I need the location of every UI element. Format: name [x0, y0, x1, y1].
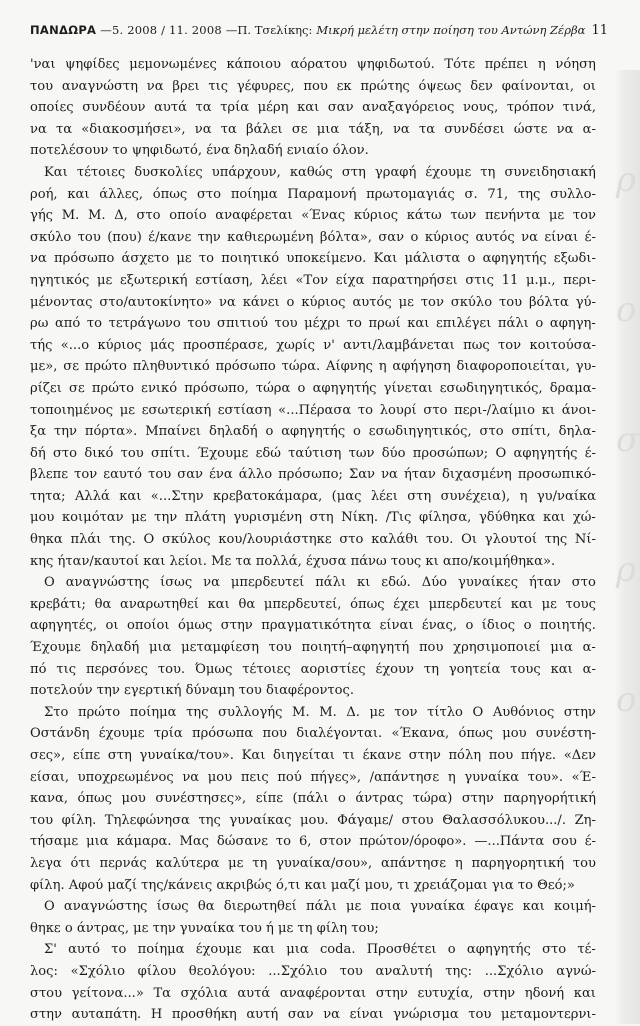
text-line: τοποιημένος με εσωτερική εστίαση «...Πέρασα το λουρί στο περι-/λαίμιο κι άνοι-: [30, 402, 596, 418]
text-line: μένοντας στο/αυτοκίνητο» να κάνει ο κύριος αυτός με τον σκύλο του βόλτα γύ-: [30, 294, 596, 310]
edge-glyph: ρ: [616, 550, 636, 590]
text-line: ξα την πόρτα». Μπαίνει δηλαδή ο αφηγητής ο εσωδιηγητικός, στο σπίτι, δηλα-: [30, 424, 596, 440]
journal-logo: [30, 23, 96, 37]
text-line: Έχουμε δηλαδή μια μεταμφίεση του ποιητή–αφηγητή που χρησιμοποιεί μια α-: [30, 640, 596, 656]
text-line: σες», είπε στη γυναίκα/του». Και διηγείται τι έκανε στην πόλη που πήγε. «Δεν: [30, 748, 596, 763]
text-line: στου γείτονα...» Τα σχόλια αυτά αναφέρονται στην ευτυχία, στην ηδονή και: [30, 985, 596, 1001]
running-header: [30, 20, 608, 40]
article-author: —Π. Τσελίκης:: [225, 23, 313, 37]
text-line: φίλη. Αφού μαζί της/κάνεις ακριβώς ό,τι και μαζί μου, τι χρειάζομαι για το Θεό;»: [30, 877, 575, 893]
text-line: με», σε πρώτο πληθυντικό πρόσωπο τώρα. Αίφνης η αφήγηση διαφοροποιείται, γυ-: [30, 359, 596, 375]
text-line: 'ναι ψηφίδες μεμονωμένες κάποιου αόρατου ψηφιδωτού. Τότε πρέπει η νόηση: [30, 57, 596, 72]
text-line: Ο αναγνώστης ίσως θα διερωτηθεί πάλι με ποια γυναίκα έφαγε και κοιμή-: [44, 899, 596, 915]
text-line: ρίζει σε πρώτο ενικό πρόσωπο, τώρα ο αφηγητής γίνεται εσωδιηγητικός, δραμα-: [30, 380, 596, 396]
text-line: στην αυταπάτη. Η προσθήκη αυτή σαν να είναι γνώρισμα του μεταμοντερνι-: [30, 1007, 596, 1023]
text-line: βλεπε τον εαυτό του σαν ένα άλλο πρόσωπο; Σαν να ήταν διχασμένη προσωπικό-: [30, 467, 596, 483]
issue-dates: —5. 2008 / 11. 2008: [100, 23, 222, 37]
text-line: ποτελέσουν το ψηφιδωτό, ένα δηλαδή ενιαίο όλον.: [30, 143, 369, 159]
article-title: Μικρή μελέτη στην ποίηση του Αντώνη Ζέρβα: [316, 23, 586, 37]
text-line: οποίες συνδέουν αυτά τα τρία μέρη και σαν αναξαγόρειος νους, τρόπον τινά,: [30, 100, 596, 116]
edge-glyph: ο: [616, 680, 637, 720]
adjacent-page-letters: [616, 160, 638, 720]
text-line: τητα; Αλλά και «...Στην κρεβατοκάμαρα, (μας λέει στη συνέχεια), η γυ/ναίκα: [30, 488, 596, 504]
text-line: ρω από το τετράγωνο του σπιτιού του μέχρι το πρωί και επιλέγει πάλι ο αφηγη-: [30, 316, 596, 332]
text-line: κης ήταν/καυτοί και λείοι. Με τα πολλά, έχυσα πάνω τους κι απο/κοιμήθηκα».: [30, 553, 556, 569]
text-line: κρεβάτι; θα αναρωτηθεί και θα μπερδευτεί, όπως έχει μπερδευτεί και με τους: [30, 596, 596, 612]
text-line: Και τέτοιες δυσκολίες υπάρχουν, καθώς στη γραφή έχουμε τη συνειδησιακή: [44, 164, 596, 180]
text-line: θηκε ο άντρας, με την γυναίκα του ή με τη φίλη του;: [30, 920, 379, 936]
edge-glyph: ο: [616, 290, 637, 330]
text-line: να πρόσωπο άσχετο με το ποιητικό υποκείμενο. Και μάλιστα ο αφηγητής εξωδι-: [30, 251, 596, 267]
text-line: είσαι, υποχρεωμένος να μου πεις πού πήγες», /απάντησε η γυναίκα του». «Έ-: [30, 769, 596, 785]
text-line: θηκα πλάι της. Ο σκύλος κου/λουριάστηκε στο καλάθι του. Οι γλουτοί της Νί-: [30, 532, 596, 548]
text-line: μου κοιμόταν με την πλάτη γυρισμένη στη Νίκη. /Τις φίλησα, γδύθηκα και χώ-: [30, 510, 596, 526]
text-line: πό τις περσόνες του. Όμως τέτοιες αοριστίες έχουν τη γοητεία τους και α-: [30, 661, 596, 677]
text-line: δή στο δικό του σπίτι. Έχουμε εδώ ταύτιση των δύο προσώπων; Ο αφηγητής έ-: [30, 445, 596, 461]
text-line: λεγα ότι περνάς καλύτερα με τη γυναίκα/σου», απάντησε η παρηγορητική του: [30, 855, 596, 871]
text-line: τής «...ο κύριος μάς προσπέρασε, χωρίς ν' αντι/λαμβάνεται πως τον κοιτούσα-: [30, 337, 596, 353]
text-line: ροή, και άλλες, όπως στο ποίημα Παραμονή πρωτομαγιάς σ. 71, της συλλο-: [30, 186, 596, 202]
text-line: του αναγνώστη να βρει τις γέφυρες, που εκ πρώτης όψεως δεν φαίνονται, οι: [30, 78, 596, 94]
text-line: τήσαμε μια κάμαρα. Μας δώσανε το 6, στον πρώτον/όροφο». —...Πάντα σου έ-: [30, 834, 596, 850]
header-left: [30, 23, 585, 37]
text-line: λος: «Σχόλιο φίλου θεολόγου: ...Σχόλιο του αναλυτή της: ...Σχόλιο αγνώ-: [30, 963, 596, 979]
edge-glyph: ρ: [616, 160, 636, 200]
text-line: κανα, όπως μου συνέστησες», είπε (πάλι ο άντρας τώρα) στην παρηγορήτική: [30, 791, 596, 807]
text-line: Στο πρώτο ποίημα της συλλογής Μ. Μ. Δ. με τον τίτλο Ο Αυθόνιος στην: [44, 704, 596, 720]
text-line: γής Μ. Μ. Δ, στο οποίο αναφέρεται «Ένας κύριος κάτω των πενήντα με τον: [30, 208, 596, 224]
body-text: [30, 54, 596, 1026]
text-line: Ο αναγνώστης ίσως να μπερδευτεί πάλι κι εδώ. Δύο γυναίκες ήταν στο: [44, 575, 596, 591]
text-line: ποτελούν την εγερτική δύναμη του διαφέροντος.: [30, 683, 355, 699]
adjacent-page-edge: [614, 70, 640, 1024]
edge-glyph: σ: [616, 420, 640, 460]
text-line: Οστάνδη έχουμε τρία πρόσωπα που διαλέγονται. «Έκανα, όπως μου συνέστη-: [30, 726, 596, 742]
text-line: του φίλη. Τηλεφώνησα της γυναίκας μου. Φάγαμε/ στου Θαλασσόλυκου.../. Ζη-: [30, 812, 596, 828]
text-line: να τα «διακοσμήσει», να τα βάλει σε μια τάξη, να τα συνδέσει ώστε να α-: [30, 121, 596, 137]
text-line: σκύλο του (που) έ/κανε την καθιερωμένη βόλτα», σαν ο κύριος αυτός να είναι έ-: [30, 229, 596, 245]
text-line: αφηγητές, οι οποίοι όμως στην πραγματικότητα είναι ένας, ο ίδιος ο ποιητής.: [30, 618, 596, 634]
text-line: Σ' αυτό το ποίημα έχουμε και μια coda. Προσθέτει ο αφηγητής στο τέ-: [44, 942, 596, 958]
journal-logo-text: ΠΑΝΔΩΡΑ: [30, 23, 97, 37]
page-number: 11: [591, 22, 608, 38]
text-line: ηγητικός με εξωτερική εστίαση, λέει «Τον είχα παρατηρήσει στις 11 μ.μ., περι-: [30, 272, 596, 288]
